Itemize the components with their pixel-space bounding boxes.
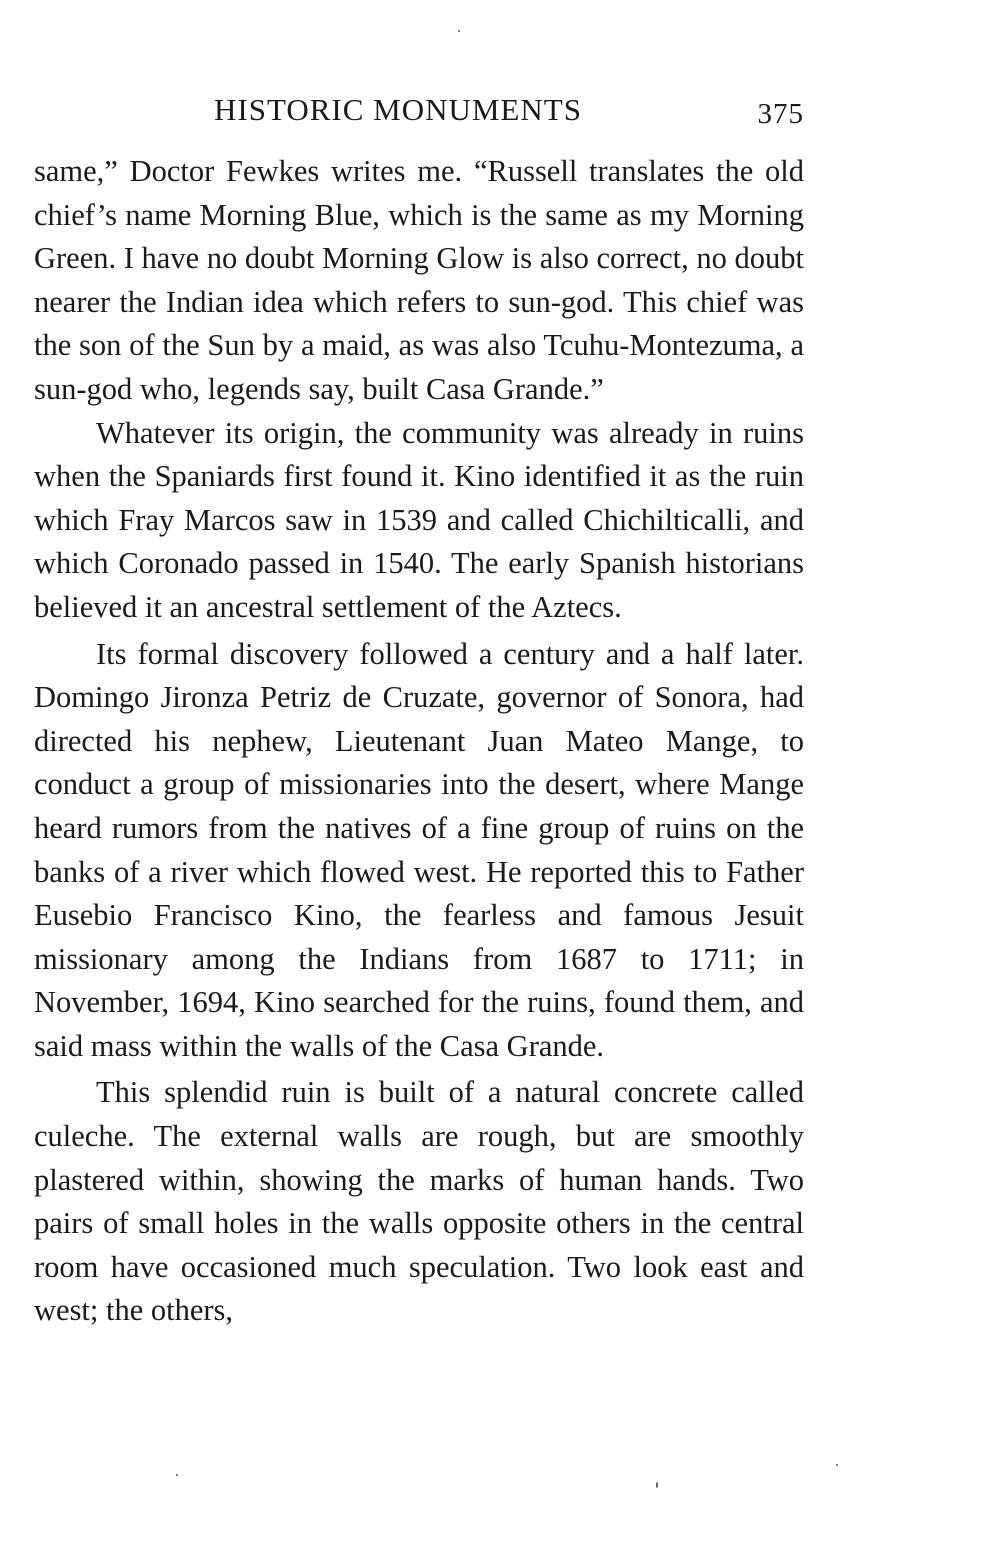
paragraph: same,” Doctor Fewkes writes me. “Russell translates the old chief’s name Morning Blue, which is the same as my Morning Green. I have no doubt Morning Glow is also correct, no doubt nearer the Indian idea which refers to sun-god. This chief was the son of the Sun by a maid, as was also Tcuhu-Montezuma, a sun-god who, legends say, built Casa Grande.” bbox=[34, 154, 804, 406]
running-title: HISTORIC MONUMENTS bbox=[214, 92, 582, 127]
scan-speck bbox=[656, 1482, 658, 1488]
scan-speck bbox=[836, 1464, 838, 1466]
paragraph: This splendid ruin is built of a natural concrete called culeche. The external walls are rough, but are smoothly plastered within, showing the marks of human hands. Two pairs of small holes in the walls opposite others in the central room have occasioned much speculation. Two look east and west; the others, bbox=[34, 1075, 804, 1328]
scan-speck bbox=[458, 30, 460, 32]
scan-speck bbox=[176, 1474, 178, 1476]
body-text bbox=[34, 150, 804, 1333]
running-head bbox=[34, 92, 804, 136]
paragraph: Whatever its origin, the community was already in ruins when the Spaniards first found it. Kino identified it as the ruin which Fray Marcos saw in 1539 and called Chichilticalli, and which Coronado passed in 1540. The early Spanish historians believed it an ancestral settlement of the Aztecs. bbox=[34, 415, 804, 624]
page-number: 375 bbox=[757, 98, 804, 130]
paragraph: Its formal discovery followed a century and a half later. Domingo Jironza Petriz de Cruzate, governor of Sonora, had directed his nephew, Lieutenant Juan Mateo Mange, to conduct a group of missionaries into the desert, where Mange heard rumors from the natives of a fine group of ruins on the banks of a river which flowed west. He reported this to Father Eusebio Francisco Kino, the fearless and famous Jesuit missionary among the Indians from 1687 to 1711; in November, 1694, Kino searched for the ruins, found them, and said mass within the walls of the Casa Grande. bbox=[34, 636, 804, 1063]
